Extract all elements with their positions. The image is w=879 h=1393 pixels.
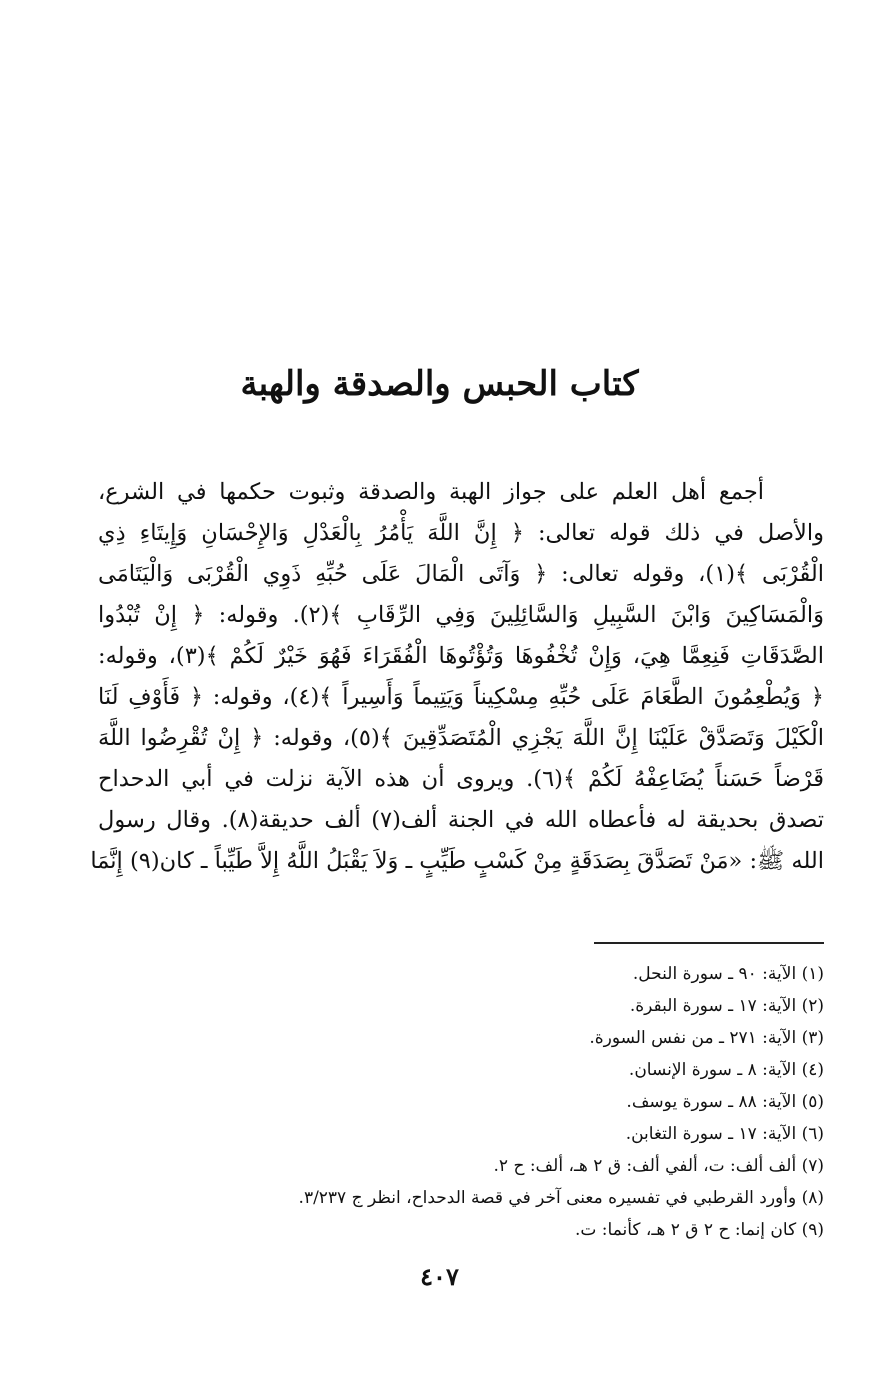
body-line: الْكَيْلَ وَتَصَدَّقْ عَلَيْنَا إِنَّ اللَّهَ يَجْزِي الْمُتَصَدِّقِينَ ﴾(٥)، وقوله: ﴿ إِنْ تُقْرِضُوا اللَّهَ: [98, 725, 824, 751]
footnote: (٥) الآية: ٨٨ ـ سورة يوسف.: [626, 1092, 824, 1112]
footnote: (٣) الآية: ٢٧١ ـ من نفس السورة.: [589, 1028, 824, 1048]
body-text: [90, 472, 825, 882]
footnote: (٨) وأورد القرطبي في تفسيره معنى آخر في قصة الدحداح، انظر ج ٣/٢٣٧.: [298, 1188, 824, 1208]
footnotes: [184, 958, 824, 1246]
page-number: ٤٠٧: [420, 1262, 459, 1291]
footnote: (٧) ألف ألف: ت، ألفي ألف: ق ٢ هـ، ألف: ح ٢.: [493, 1156, 824, 1176]
body-line: أجمع أهل العلم على جواز الهبة والصدقة وثبوت حكمها في الشرع،: [98, 479, 764, 505]
footnote: (٦) الآية: ١٧ ـ سورة التغابن.: [625, 1124, 824, 1144]
body-line: والأصل في ذلك قوله تعالى: ﴿ إِنَّ اللَّهَ يَأْمُرُ بِالْعَدْلِ وَالإِحْسَانِ وَإِيتَاءِ ذِي: [98, 520, 824, 546]
body-line: وَالْمَسَاكِينَ وَابْنَ السَّبِيلِ وَالسَّائِلِينَ وَفِي الرِّقَابِ ﴾(٢). وقوله: ﴿ إِنْ تُبْدُوا: [98, 602, 824, 628]
footnote: (١) الآية: ٩٠ ـ سورة النحل.: [632, 964, 824, 984]
body-line: ﴿ وَيُطْعِمُونَ الطَّعَامَ عَلَى حُبِّهِ مِسْكِيناً وَيَتِيماً وَأَسِيراً ﴾(٤)، وقوله: ﴿ فَأَوْفِ لَنَا: [98, 684, 824, 710]
body-line: قَرْضاً حَسَناً يُضَاعِفْهُ لَكُمْ ﴾(٦). ويروى أن هذه الآية نزلت في أبي الدحداح: [98, 766, 824, 792]
body-line: الْقُرْبَى ﴾(١)، وقوله تعالى: ﴿ وَآتَى الْمَالَ عَلَى حُبِّهِ ذَوِي الْقُرْبَى وَالْيَتَامَى: [98, 561, 824, 587]
body-line: الصَّدَقَاتِ فَنِعِمَّا هِيَ، وَإِنْ تُخْفُوهَا وَتُؤْتُوهَا الْفُقَرَاءَ فَهُوَ خَيْرٌ لَكُمْ ﴾(٣)، وقوله:: [98, 643, 825, 669]
body-line: تصدق بحديقة له فأعطاه الله في الجنة ألف(٧) ألف حديقة(٨). وقال رسول: [98, 807, 824, 833]
footnote-divider: [594, 942, 824, 944]
footnote: (٤) الآية: ٨ ـ سورة الإنسان.: [628, 1060, 824, 1080]
body-line: الله ﷺ: «مَنْ تَصَدَّقَ بِصَدَقَةٍ مِنْ كَسْبٍ طَيِّبٍ ـ وَلاَ يَقْبَلُ اللَّهُ إِلاَّ طَيِّباً ـ كان(٩) إِنَّمَا: [90, 848, 824, 874]
footnote: (٢) الآية: ١٧ ـ سورة البقرة.: [629, 996, 824, 1016]
chapter-title: كتاب الحبس والصدقة والهبة: [240, 364, 639, 404]
footnote: (٩) كان إنما: ح ٢ ق ٢ هـ، كأنما: ت.: [574, 1220, 824, 1240]
